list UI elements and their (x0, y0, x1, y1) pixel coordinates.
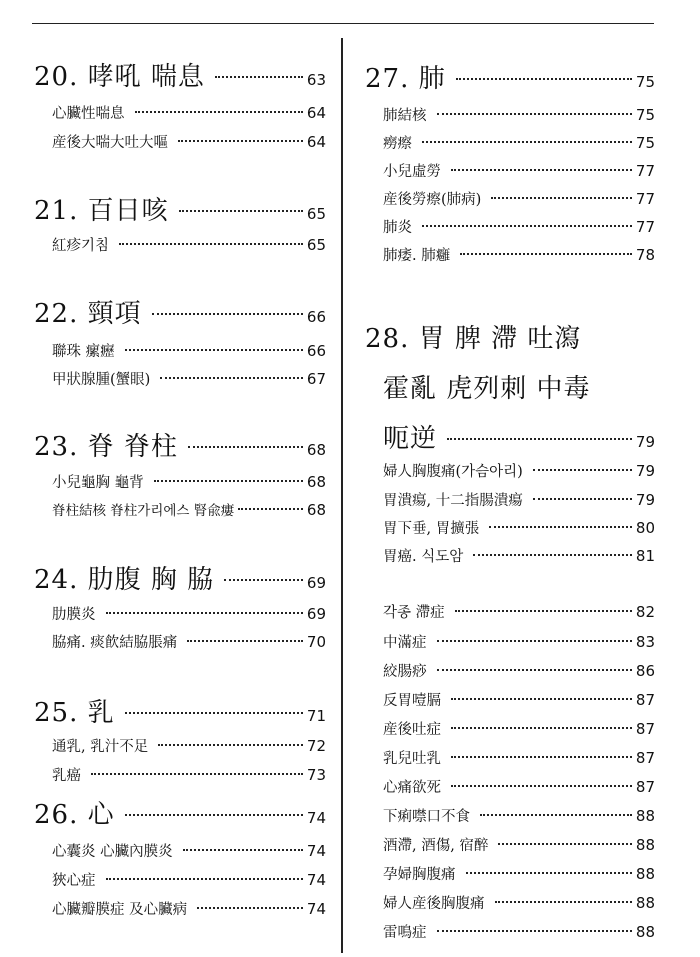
leader-dots (456, 78, 632, 80)
toc-entry (383, 545, 655, 566)
leader-dots (455, 610, 632, 612)
leader-dots (106, 612, 303, 614)
heading-title: 呃逆 (383, 424, 438, 454)
entry-title: 紅疹기침 (52, 238, 110, 254)
leader-dots (447, 438, 632, 440)
page-number: 77 (635, 162, 655, 180)
leader-dots (451, 698, 632, 700)
toc-entry (383, 921, 655, 942)
toc-entry (52, 131, 326, 152)
leader-dots (437, 930, 632, 932)
entry-title: 脇痛. 痰飮結脇脹痛 (52, 635, 178, 651)
entry-title: 脊柱結核 脊柱가리에스 腎兪瘻 (52, 503, 235, 519)
toc-heading-24 (34, 559, 326, 596)
page-number: 88 (635, 923, 655, 941)
entry-title: 婦人胸腹痛(가슴아리) (383, 464, 523, 480)
page-number: 88 (635, 807, 655, 825)
entry-title: 産後吐症 (383, 722, 441, 738)
toc-heading-23 (34, 426, 326, 463)
page-number: 87 (635, 749, 655, 767)
page-number: 64 (306, 104, 326, 122)
toc-entry (383, 188, 655, 209)
entry-title: 胃潰瘍, 十二指腸潰瘍 (383, 493, 523, 509)
entry-title: 下痢噤口不食 (383, 809, 470, 825)
toc-entry (383, 601, 655, 622)
leader-dots (437, 669, 632, 671)
page-number: 69 (306, 605, 326, 623)
toc-entry (383, 489, 655, 510)
entry-title: 反胃噎膈 (383, 693, 441, 709)
toc-entry (383, 834, 655, 855)
entry-title: 心臟性喘息 (52, 106, 125, 122)
leader-dots (422, 141, 632, 143)
leader-dots (451, 169, 632, 171)
toc-entry (383, 631, 655, 652)
toc-entry (52, 764, 326, 785)
page-number: 63 (306, 71, 326, 89)
toc-entry (52, 735, 326, 756)
heading-title: 21. 百日咳 (34, 196, 169, 226)
entry-title: 小兒虛勞 (383, 164, 441, 180)
entry-title: 각종 滯症 (383, 605, 445, 621)
toc-entry (383, 776, 655, 797)
entry-title: 産後大喘大吐大嘔 (52, 135, 168, 151)
page-number: 68 (306, 441, 326, 459)
toc-entry (52, 340, 326, 361)
leader-dots (480, 814, 632, 816)
leader-dots (178, 140, 303, 142)
page-number: 80 (635, 519, 655, 537)
leader-dots (106, 878, 303, 880)
leader-dots (451, 756, 632, 758)
page-number: 79 (635, 491, 655, 509)
leader-dots (91, 773, 303, 775)
toc-entry (383, 718, 655, 739)
page-number: 77 (635, 190, 655, 208)
leader-dots (437, 640, 632, 642)
page-number: 71 (306, 707, 326, 725)
page-number: 74 (306, 900, 326, 918)
toc-heading-25 (34, 692, 326, 729)
page-number: 88 (635, 894, 655, 912)
toc-entry (52, 631, 326, 652)
toc-entry (383, 244, 655, 265)
leader-dots (119, 243, 303, 245)
leader-dots (135, 111, 303, 113)
toc-entry (52, 234, 326, 255)
page-number: 66 (306, 308, 326, 326)
toc-entry (383, 517, 655, 538)
leader-dots (533, 469, 632, 471)
entry-title: 乳兒吐乳 (383, 751, 441, 767)
page-number: 82 (635, 603, 655, 621)
top-rule (32, 23, 654, 24)
entry-title: 肺炎 (383, 220, 412, 236)
entry-title: 狹心症 (52, 873, 96, 889)
entry-title: 婦人産後胸腹痛 (383, 896, 485, 912)
page-number: 73 (306, 766, 326, 784)
leader-dots (158, 744, 303, 746)
toc-heading-28: 28. 胃 脾 滯 吐瀉 (365, 324, 582, 354)
leader-dots (179, 210, 303, 212)
leader-dots (495, 901, 632, 903)
page-number: 74 (306, 809, 326, 827)
leader-dots (160, 377, 303, 379)
leader-dots (154, 480, 303, 482)
page-number: 78 (635, 246, 655, 264)
entry-title: 通乳, 乳汁不足 (52, 739, 149, 755)
toc-heading-20 (34, 56, 326, 93)
toc-entry (383, 104, 655, 125)
entry-title: 甲狀腺腫(蟹眼) (52, 372, 151, 388)
entry-title: 胃下垂, 胃擴張 (383, 521, 480, 537)
page-number: 83 (635, 633, 655, 651)
toc-entry (383, 160, 655, 181)
leader-dots (188, 446, 303, 448)
leader-dots (238, 508, 303, 510)
page-number: 64 (306, 133, 326, 151)
toc-heading-27 (365, 58, 655, 95)
toc-entry (383, 747, 655, 768)
column-divider (341, 38, 343, 953)
toc-entry (383, 863, 655, 884)
toc-entry (383, 892, 655, 913)
leader-dots (473, 554, 632, 556)
page-number: 74 (306, 871, 326, 889)
leader-dots (451, 727, 632, 729)
toc-entry (383, 216, 655, 237)
heading-title: 24. 肋腹 胸 脇 (34, 565, 215, 595)
toc-entry (52, 603, 326, 624)
toc-entry (383, 132, 655, 153)
page-number: 68 (306, 473, 326, 491)
leader-dots (125, 712, 303, 714)
heading-title: 23. 脊 脊柱 (34, 432, 178, 462)
page-number: 87 (635, 720, 655, 738)
page-number: 87 (635, 778, 655, 796)
entry-title: 聯珠 瘰癧 (52, 344, 115, 360)
page-number: 70 (306, 633, 326, 651)
entry-title: 中滿症 (383, 635, 427, 651)
toc-entry (52, 869, 326, 890)
entry-title: 肺結核 (383, 108, 427, 124)
toc-entry (383, 805, 655, 826)
page-number: 75 (635, 106, 655, 124)
toc-entry (52, 499, 326, 519)
page-number: 66 (306, 342, 326, 360)
heading-title: 27. 肺 (365, 64, 446, 94)
page-number: 67 (306, 370, 326, 388)
toc-entry (383, 460, 655, 481)
page-number: 79 (635, 462, 655, 480)
page-number: 72 (306, 737, 326, 755)
page-number: 69 (306, 574, 326, 592)
toc-entry (52, 840, 326, 861)
leader-dots (187, 640, 303, 642)
page-number: 75 (635, 134, 655, 152)
page-number: 65 (306, 205, 326, 223)
entry-title: 絞腸痧 (383, 664, 427, 680)
leader-dots (498, 843, 631, 845)
entry-title: 心臟瓣膜症 及心臟病 (52, 902, 188, 918)
toc-entry (383, 660, 655, 681)
leader-dots (491, 197, 632, 199)
entry-title: 酒滯, 酒傷, 宿醉 (383, 838, 489, 854)
leader-dots (437, 113, 632, 115)
entry-title: 産後勞瘵(肺病) (383, 192, 482, 208)
leader-dots (451, 785, 632, 787)
toc-heading-22 (34, 293, 326, 330)
page-number: 86 (635, 662, 655, 680)
leader-dots (183, 849, 303, 851)
toc-entry (52, 898, 326, 919)
page-number: 88 (635, 865, 655, 883)
page-number: 77 (635, 218, 655, 236)
entry-title: 乳癌 (52, 768, 81, 784)
page-number: 65 (306, 236, 326, 254)
leader-dots (466, 872, 632, 874)
leader-dots (125, 814, 303, 816)
toc-entry (52, 368, 326, 389)
heading-title: 22. 頸項 (34, 299, 142, 329)
heading-title: 25. 乳 (34, 698, 115, 728)
entry-title: 癆瘵 (383, 136, 412, 152)
entry-title: 胃癌. 식도암 (383, 549, 464, 565)
leader-dots (215, 76, 303, 78)
entry-title: 小兒龜胸 龜背 (52, 475, 144, 491)
toc-entry (52, 471, 326, 492)
page-number: 79 (635, 433, 655, 451)
heading-title: 20. 哮吼 喘息 (34, 62, 205, 92)
entry-title: 孕婦胸腹痛 (383, 867, 456, 883)
entry-title: 雷鳴症 (383, 925, 427, 941)
page-number: 75 (635, 73, 655, 91)
heading-continuation: 霍亂 虎列刺 中毒 (383, 374, 591, 404)
toc-entry (52, 102, 326, 123)
page-number: 88 (635, 836, 655, 854)
leader-dots (224, 579, 303, 581)
entry-title: 肺痿. 肺癰 (383, 248, 451, 264)
leader-dots (197, 907, 303, 909)
page-number: 81 (635, 547, 655, 565)
leader-dots (460, 253, 632, 255)
leader-dots (125, 349, 303, 351)
page-number: 74 (306, 842, 326, 860)
leader-dots (152, 313, 303, 315)
page-number: 68 (306, 501, 326, 519)
heading-title: 26. 心 (34, 800, 115, 830)
page-number: 87 (635, 691, 655, 709)
toc-heading-26 (34, 794, 326, 831)
leader-dots (422, 225, 632, 227)
entry-title: 心囊炎 心臟內膜炎 (52, 844, 173, 860)
toc-heading-21 (34, 190, 326, 227)
leader-dots (489, 526, 632, 528)
heading-continuation-last (383, 418, 655, 455)
entry-title: 肋膜炎 (52, 607, 96, 623)
leader-dots (533, 498, 632, 500)
entry-title: 心痛欲死 (383, 780, 441, 796)
toc-entry (383, 689, 655, 710)
